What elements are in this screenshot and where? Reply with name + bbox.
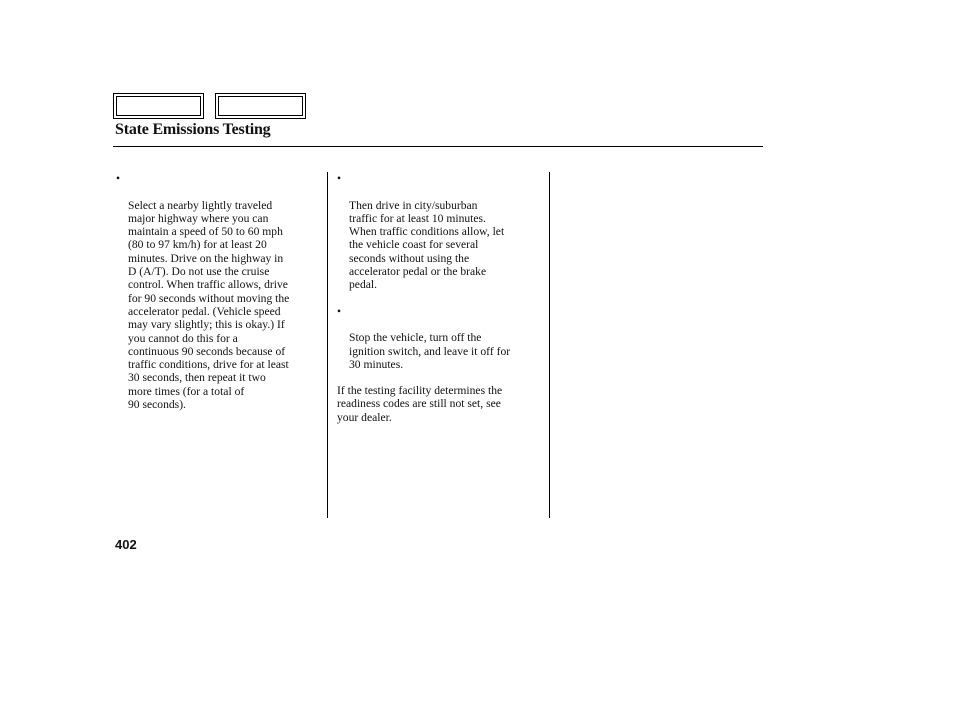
- bullet-dot: •: [116, 172, 121, 185]
- text-column-left: [116, 172, 321, 411]
- text-column-middle: [337, 172, 542, 424]
- bullet-text: Then drive in city/suburban traffic for at least 10 minutes. When traffic conditions allow, let the vehicle coast for several seconds without using the accelerator pedal or the brake pedal.: [349, 198, 505, 292]
- nav-tab-inner-frame: [116, 96, 201, 116]
- page-number: 402: [115, 537, 137, 552]
- bullet-item: [116, 172, 321, 411]
- bullet-item: [337, 172, 542, 292]
- page-title: State Emissions Testing: [115, 121, 271, 138]
- dealer-note-paragraph: If the testing facility determines the readiness codes are still not set, see your dealer.: [337, 384, 503, 424]
- nav-tab-next[interactable]: [215, 93, 306, 119]
- column-divider: [327, 172, 328, 518]
- bullet-text: Stop the vehicle, turn off the ignition switch, and leave it off for 30 minutes.: [349, 331, 511, 371]
- bullet-dot: •: [337, 304, 342, 318]
- bullet-text: Select a nearby lightly traveled major highway where you can maintain a speed of 50 to 60 mph (80 to 97 km/h) for at least 20 minutes. Drive on the highway in D (A/T). Do not use the cruise control. When traffic allows, drive for 90 seconds without moving the accelerator pedal. (Vehicle speed may vary slightly; this is okay.) If you cannot do this for a continuous 90 seconds because of traffic conditions, drive for at least 30 seconds, then repeat it two more times (for a total of 90 seconds).: [128, 198, 290, 412]
- bullet-item: [337, 305, 542, 371]
- column-divider: [549, 172, 550, 518]
- nav-tab-previous[interactable]: [113, 93, 204, 119]
- title-underline: [113, 146, 763, 147]
- nav-tab-inner-frame: [218, 96, 303, 116]
- bullet-dot: •: [337, 172, 342, 185]
